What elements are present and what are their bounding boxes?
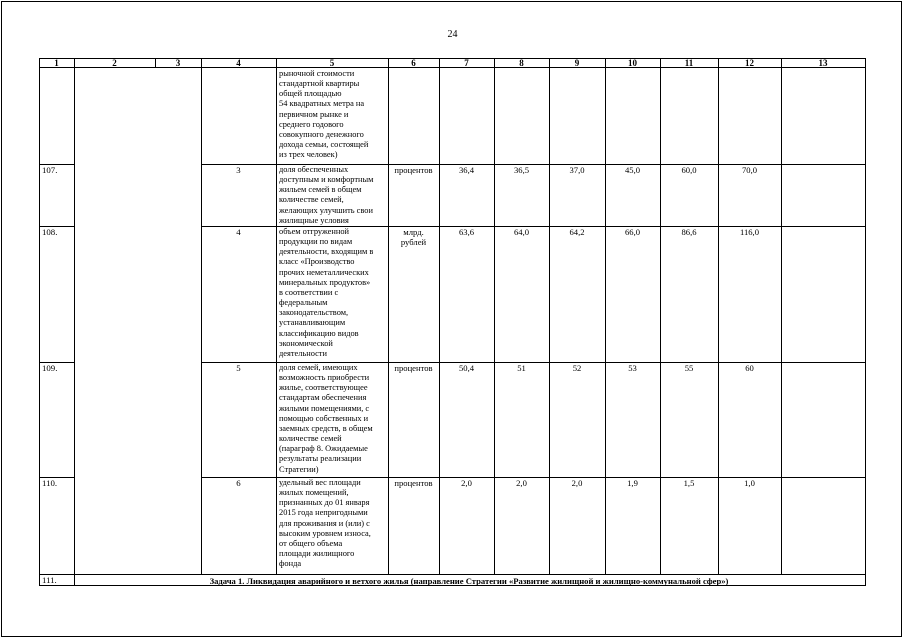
header-col-11: 11 [684,58,694,68]
row-109-value-col7: 50,4 [458,363,475,373]
header-col-4: 4 [236,58,241,68]
row-description-107: доля обеспеченных доступным и комфортным жильем семей в общем количестве семей, желающих улучшить свои жилищные условия [279,165,374,225]
row-110-value-col7: 2,0 [461,478,472,488]
continuation-description: рыночной стоимости стандартной квартиры общей площадью 54 квадратных метра на первичном рынке и среднего годового совокупного денежного дохода семьи, состоящей из трех человек) [279,69,369,160]
row-index-108: 4 [236,227,241,237]
header-col-8: 8 [519,58,524,68]
row-107-value-col12: 70,0 [741,165,758,175]
row-110-value-col12: 1,0 [744,478,755,488]
row-108-value-col10: 66,0 [624,227,641,237]
header-col-2: 2 [112,58,117,68]
task-heading: Задача 1. Ликвидация аварийного и ветхого жилья (направление Стратегии «Развитие жилищной и жилищно-коммунальной сфер») [209,576,729,586]
row-index-110: 6 [236,478,241,488]
row-index-109: 5 [236,363,241,373]
row-description-109: доля семей, имеющих возможность приобрести жилье, соответствующее стандартам обеспечения жилыми помещениями, с помощью собственных и заемных средств, в общем количестве семей (параграф 8. Ожидаемые результаты реализации Стратегии) [279,363,373,474]
row-107-value-col7: 36,4 [458,165,475,175]
row-border-111 [39,574,866,575]
row-107-value-col8: 36,5 [513,165,530,175]
row-109-value-col11: 55 [684,363,694,373]
header-col-3: 3 [175,58,181,68]
header-col-12: 12 [745,58,754,68]
row-109-value-col9: 52 [572,363,582,373]
row-110-value-col9: 2,0 [571,478,583,488]
col-border-1 [74,58,75,586]
header-col-10: 10 [628,58,637,68]
row-description-108: объем отгруженной продукции по видам деятельности, входящим в класс «Производство прочих неметаллических минеральных продуктов» в соответствии с федеральным законодательством, устанавливающим классификацию видов экономической деятельности [279,227,374,358]
row-109-value-col8: 51 [517,363,526,373]
row-unit-108: млрд. рублей [400,227,427,248]
row-108-value-col12: 116,0 [739,227,760,237]
row-unit-110: процентов [394,478,433,488]
col-border-right [865,58,866,586]
col-border-6 [439,58,440,575]
row-number-110: 110. [42,478,58,488]
row-108-value-col7: 63,6 [458,227,475,237]
row-107-value-col9: 37,0 [569,165,585,175]
row-number-108: 108. [42,227,58,237]
col-border-3 [201,58,202,575]
col-border-7 [494,58,495,575]
row-unit-109: процентов [394,363,433,373]
col-border-5 [388,58,389,575]
row-107-value-col10: 45,0 [624,165,641,175]
indicators-table [39,58,866,586]
row-110-value-col11: 1,5 [683,478,695,488]
header-col-1: 1 [54,58,59,68]
row-109-value-col10: 53 [628,363,637,373]
col-border-4 [276,58,277,575]
row-108-value-col11: 86,6 [681,227,697,237]
row-unit-107: процентов [394,165,433,175]
header-col-5: 5 [329,58,335,68]
col-border-10 [660,58,661,575]
header-col-7: 7 [464,58,469,68]
col-border-11 [718,58,719,575]
row-108-value-col9: 64,2 [569,227,585,237]
header-col-9: 9 [574,58,580,68]
col-border-12 [781,58,782,575]
row-number-107: 107. [42,165,58,175]
row-110-value-col8: 2,0 [516,478,527,488]
row-107-value-col11: 60,0 [681,165,697,175]
row-description-110: удельный вес площади жилых помещений, признанных до 01 января 2015 года непригодными для проживания и (или) с высоким уровнем износа, от общего объема площади жилищного фонда [279,478,371,569]
page-number: 24 [447,29,458,40]
row-110-value-col10: 1,9 [627,478,638,488]
col-border-8 [549,58,550,575]
row-number-111: 111. [42,575,57,585]
col-border-left [39,58,40,586]
header-col-6: 6 [411,58,416,68]
header-col-13: 13 [818,58,828,68]
col-border-9 [605,58,606,575]
row-108-value-col8: 64,0 [513,227,530,237]
row-index-107: 3 [236,165,241,175]
row-109-value-col12: 60 [745,363,754,373]
row-number-109: 109. [42,363,58,373]
